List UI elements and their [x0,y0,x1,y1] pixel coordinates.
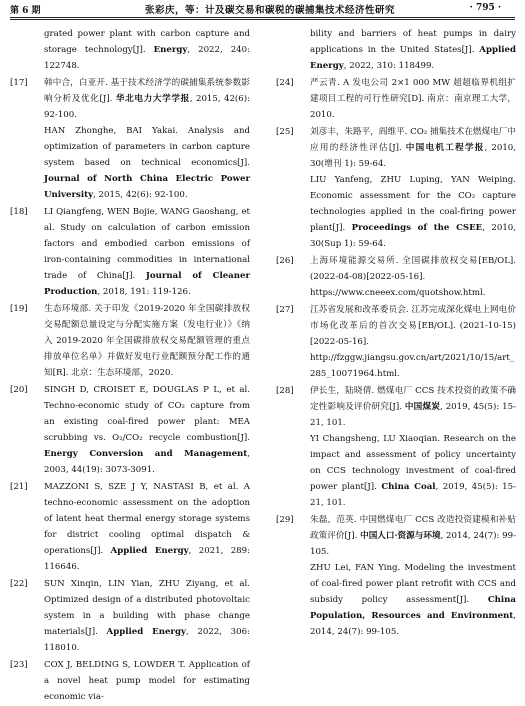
reference-line: 刘彦丰，朱路平，阎维平. CO₂ 捕集技术在燃煤电厂中应用的经济性评估[J]. 中国电机工程学报, 2010, 30(增刊 1): 59-64. [310,127,516,169]
reference-entry [276,512,516,640]
reference-text [44,657,250,705]
reference-entry [276,75,516,123]
reference-line: bility and barriers of heat pumps in dairy applications in the United States[J]. Applied Energy, 2022, 310: 118499. [310,29,516,71]
reference-line: SINGH D, CROISET E, DOUGLAS P L, et al. Techno-economic study of CO₂ capture from an existing coal-fired power plant: MEA scrubbing vs. O₂/CO₂ recycle combustion[J]. Energy Conversion and Management, 2003, 44(19): 3073-3091. [44,385,250,475]
reference-line: SUN Xinqin, LIN Yian, ZHU Ziyang, et al. Optimized design of a distributed photovoltaic system in a building with phase change materials[J]. Applied Energy, 2022, 306: 118010. [44,579,250,653]
reference-text [10,26,250,74]
reference-entry [276,253,516,301]
page-number: · 795 · [469,3,501,13]
reference-entry [276,302,516,382]
reference-text [310,75,516,123]
reference-number: [19] [10,304,28,314]
reference-entry [276,124,516,252]
reference-text [44,382,250,478]
right-column [276,26,516,641]
left-column [10,26,250,706]
reference-text [310,124,516,252]
reference-number: [18] [10,207,28,217]
reference-entry [10,576,250,656]
reference-entry [10,301,250,381]
reference-line: MAZZONI S, SZE J Y, NASTASI B, et al. A techno-economic assessment on the adoption of latent heat thermal energy storage systems for district cooling optimal dispatch & operations[J]. Applied Energy, 2021, 289: 116646. [44,482,250,572]
reference-entry [276,383,516,511]
reference-line: 伊长生，陆晓倩. 燃煤电厂 CCS 技术投资的政策不确定性影响及评价研究[J]. 中国煤炭, 2019, 45(5): 15-21, 101. [310,386,516,428]
reference-text [44,75,250,203]
reference-number: [29] [276,515,294,525]
header-rule [10,19,515,20]
reference-line: 韩中合，白亚开. 基于技术经济学的碳捕集系统参数影响分析及优化[J]. 华北电力大学学报, 2015, 42(6): 92-100. [44,78,250,120]
reference-entry [10,479,250,575]
reference-text [44,576,250,656]
reference-text [310,383,516,511]
reference-line: HAN Zhonghe, BAI Yakai. Analysis and optimization of parameters in carbon capture system based on technical economics[J]. Journal of North China Electric Power University, 2015, 42(6): 92-100. [44,126,250,200]
reference-number: [24] [276,78,294,88]
reference-text [310,302,516,382]
reference-entry [276,26,516,74]
reference-number: [22] [10,579,28,589]
reference-text [310,253,516,301]
running-title: 张彩庆，等：计及碳交易和碳税的碳捕集技术经济性研究 [144,5,395,16]
reference-number: [25] [276,127,294,137]
reference-line: ZHU Lei, FAN Ying. Modeling the investment of coal-fired power plant retrofit with CCS and subsidy policy assessment[J]. China Population, Resources and Environment, 2014, 24(7): 99-105. [310,563,516,637]
reference-number: [26] [276,256,294,266]
reference-line: LI Qiangfeng, WEN Bojie, WANG Gaoshang, et al. Study on calculation of carbon emission factors and embodied carbon emissions of iron-containing commodities in international trade of China[J]. Journal of Cleaner Production, 2018, 191: 119-126. [44,207,250,297]
reference-text [276,26,516,74]
reference-text [44,301,250,381]
reference-line: 严云青. A 发电公司 2×1 000 MW 超超临界机组扩建项目工程的可行性研究[D]. 南京：南京理工大学，2010. [310,78,516,120]
reference-entry [10,657,250,705]
reference-text [44,204,250,300]
reference-line: 生态环境部. 关于印发《2019-2020 年全国碳排放权交易配额总量设定与分配实施方案（发电行业）》《纳入 2019-2020 年全国碳排放权交易配额管理的重点排放单位名单》并做好发电行业配额预分配工作的通知[R]. 北京：生态环境部，2020. [44,304,250,378]
reference-line: COX J, BELDING S, LOWDER T. Application of a novel heat pump model for estimating economic via- [44,660,250,702]
reference-line: 朱磊，范英. 中国燃煤电厂 CCS 改造投资建模和补贴政策评价[J]. 中国人口·资源与环境, 2014, 24(7): 99-105. [310,515,516,557]
reference-text [44,479,250,575]
reference-number: [28] [276,386,294,396]
header-rule [10,17,515,18]
reference-line: 上海环境能源交易所. 全国碳排放权交易[EB/OL]. (2022-04-08)[2022-05-16]. https://www.cneeex.com/quotshow.html. [310,256,516,298]
issue-number: 第 6 期 [10,6,41,16]
reference-text [310,512,516,640]
reference-line: grated power plant with carbon capture and storage technology[J]. Energy, 2022, 240: 122748. [44,29,250,71]
reference-number: [27] [276,305,294,315]
reference-line: LIU Yanfeng, ZHU Luping, YAN Weiping. Economic assessment for the CO₂ capture technologies applied in the coal-firing power plant[J]. Proceedings of the CSEE, 2010, 30(Sup 1): 59-64. [310,175,516,249]
reference-number: [20] [10,385,28,395]
reference-entry [10,382,250,478]
reference-entry [10,75,250,203]
reference-entry [10,204,250,300]
reference-line: 江苏省发展和改革委员会. 江苏完成深化煤电上网电价市场化改革后的首次交易[EB/OL]. (2021-10-15)[2022-05-16]. http://fzggw.jiangsu.gov.cn/art/2021/10/15/art_285_10071964.html. [310,305,516,379]
reference-number: [23] [10,660,28,670]
reference-line: YI Changsheng, LU Xiaoqian. Research on the impact and assessment of policy uncertainty on CCS technology investment of coal-fired power plant[J]. China Coal, 2019, 45(5): 15-21, 101. [310,434,517,508]
reference-number: [21] [10,482,28,492]
reference-number: [17] [10,78,28,88]
reference-entry [10,26,250,74]
